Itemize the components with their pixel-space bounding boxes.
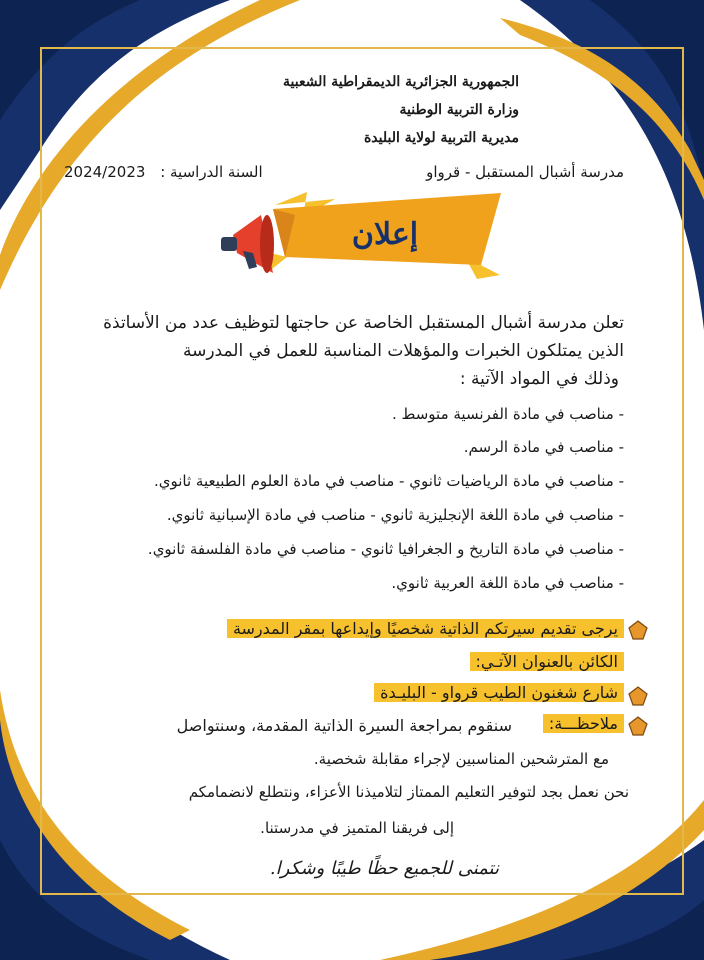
ministry-heading: وزارة التربية الوطنية (399, 102, 519, 118)
thanks-line: نتمنى للجميع حظًا طيبًا وشكرا. (269, 858, 499, 879)
announcement-banner (215, 187, 505, 282)
megaphone-icon (221, 215, 274, 273)
pentagon-bullet-icon (628, 620, 648, 640)
note-label: ملاحظـــة: (543, 714, 624, 733)
school-name: مدرسة أشبال المستقبل - قرواو (426, 163, 624, 181)
position-item: - مناصب في مادة الرسم. (463, 438, 624, 456)
school-year-value: 2024/2023 (64, 163, 146, 181)
intro-line-1: تعلن مدرسة أشبال المستقبل الخاصة عن حاجتها لتوظيف عدد من الأساتذة (103, 313, 624, 333)
school-address: شارع شغنون الطيب قرواو - البليـدة (374, 683, 624, 702)
school-year-label: السنة الدراسية : (160, 163, 263, 181)
school-year (64, 163, 263, 181)
position-item: - مناصب في مادة الرياضيات ثانوي - مناصب في مادة العلوم الطبيعية ثانوي. (153, 472, 624, 490)
position-item: - مناصب في مادة اللغة الإنجليزية ثانوي - مناصب في مادة الإسبانية ثانوي. (166, 506, 624, 524)
intro-line-2: الذين يمتلكون الخبرات والمؤهلات المناسبة للعمل في المدرسة (182, 341, 624, 361)
closing-line-1: نحن نعمل بجد لتوفير التعليم الممتاز لتلاميذنا الأعزاء، ونتطلع لانضمامكم (188, 783, 629, 801)
closing-line-2: إلى فريقنا المتميز في مدرستنا. (260, 819, 454, 837)
position-item: - مناصب في مادة اللغة العربية ثانوي. (391, 574, 624, 592)
note-continuation: مع المترشحين المناسبين لإجراء مقابلة شخصية. (313, 750, 609, 768)
note-text: سنقوم بمراجعة السيرة الذاتية المقدمة، وسنتواصل (176, 716, 512, 735)
position-item: - مناصب في مادة الفرنسية متوسط . (391, 405, 624, 423)
apply-instruction: يرجى تقديم سيرتكم الذاتية شخصيًا وإيداعها بمقر المدرسة (227, 619, 624, 638)
pentagon-bullet-icon (628, 686, 648, 706)
announcement-title: إعلان (351, 217, 419, 252)
pentagon-bullet-icon (628, 716, 648, 736)
address-label: الكائن بالعنوان الآتـي: (470, 652, 624, 671)
directorate-heading: مديرية التربية لولاية البليدة (363, 130, 519, 146)
school-year-line (64, 163, 624, 185)
position-item: - مناصب في مادة التاريخ و الجغرافيا ثانوي - مناصب في مادة الفلسفة ثانوي. (147, 540, 624, 558)
intro-line-3: وذلك في المواد الآتية : (459, 369, 619, 389)
republic-heading: الجمهورية الجزائرية الديمقراطية الشعبية (282, 74, 519, 90)
